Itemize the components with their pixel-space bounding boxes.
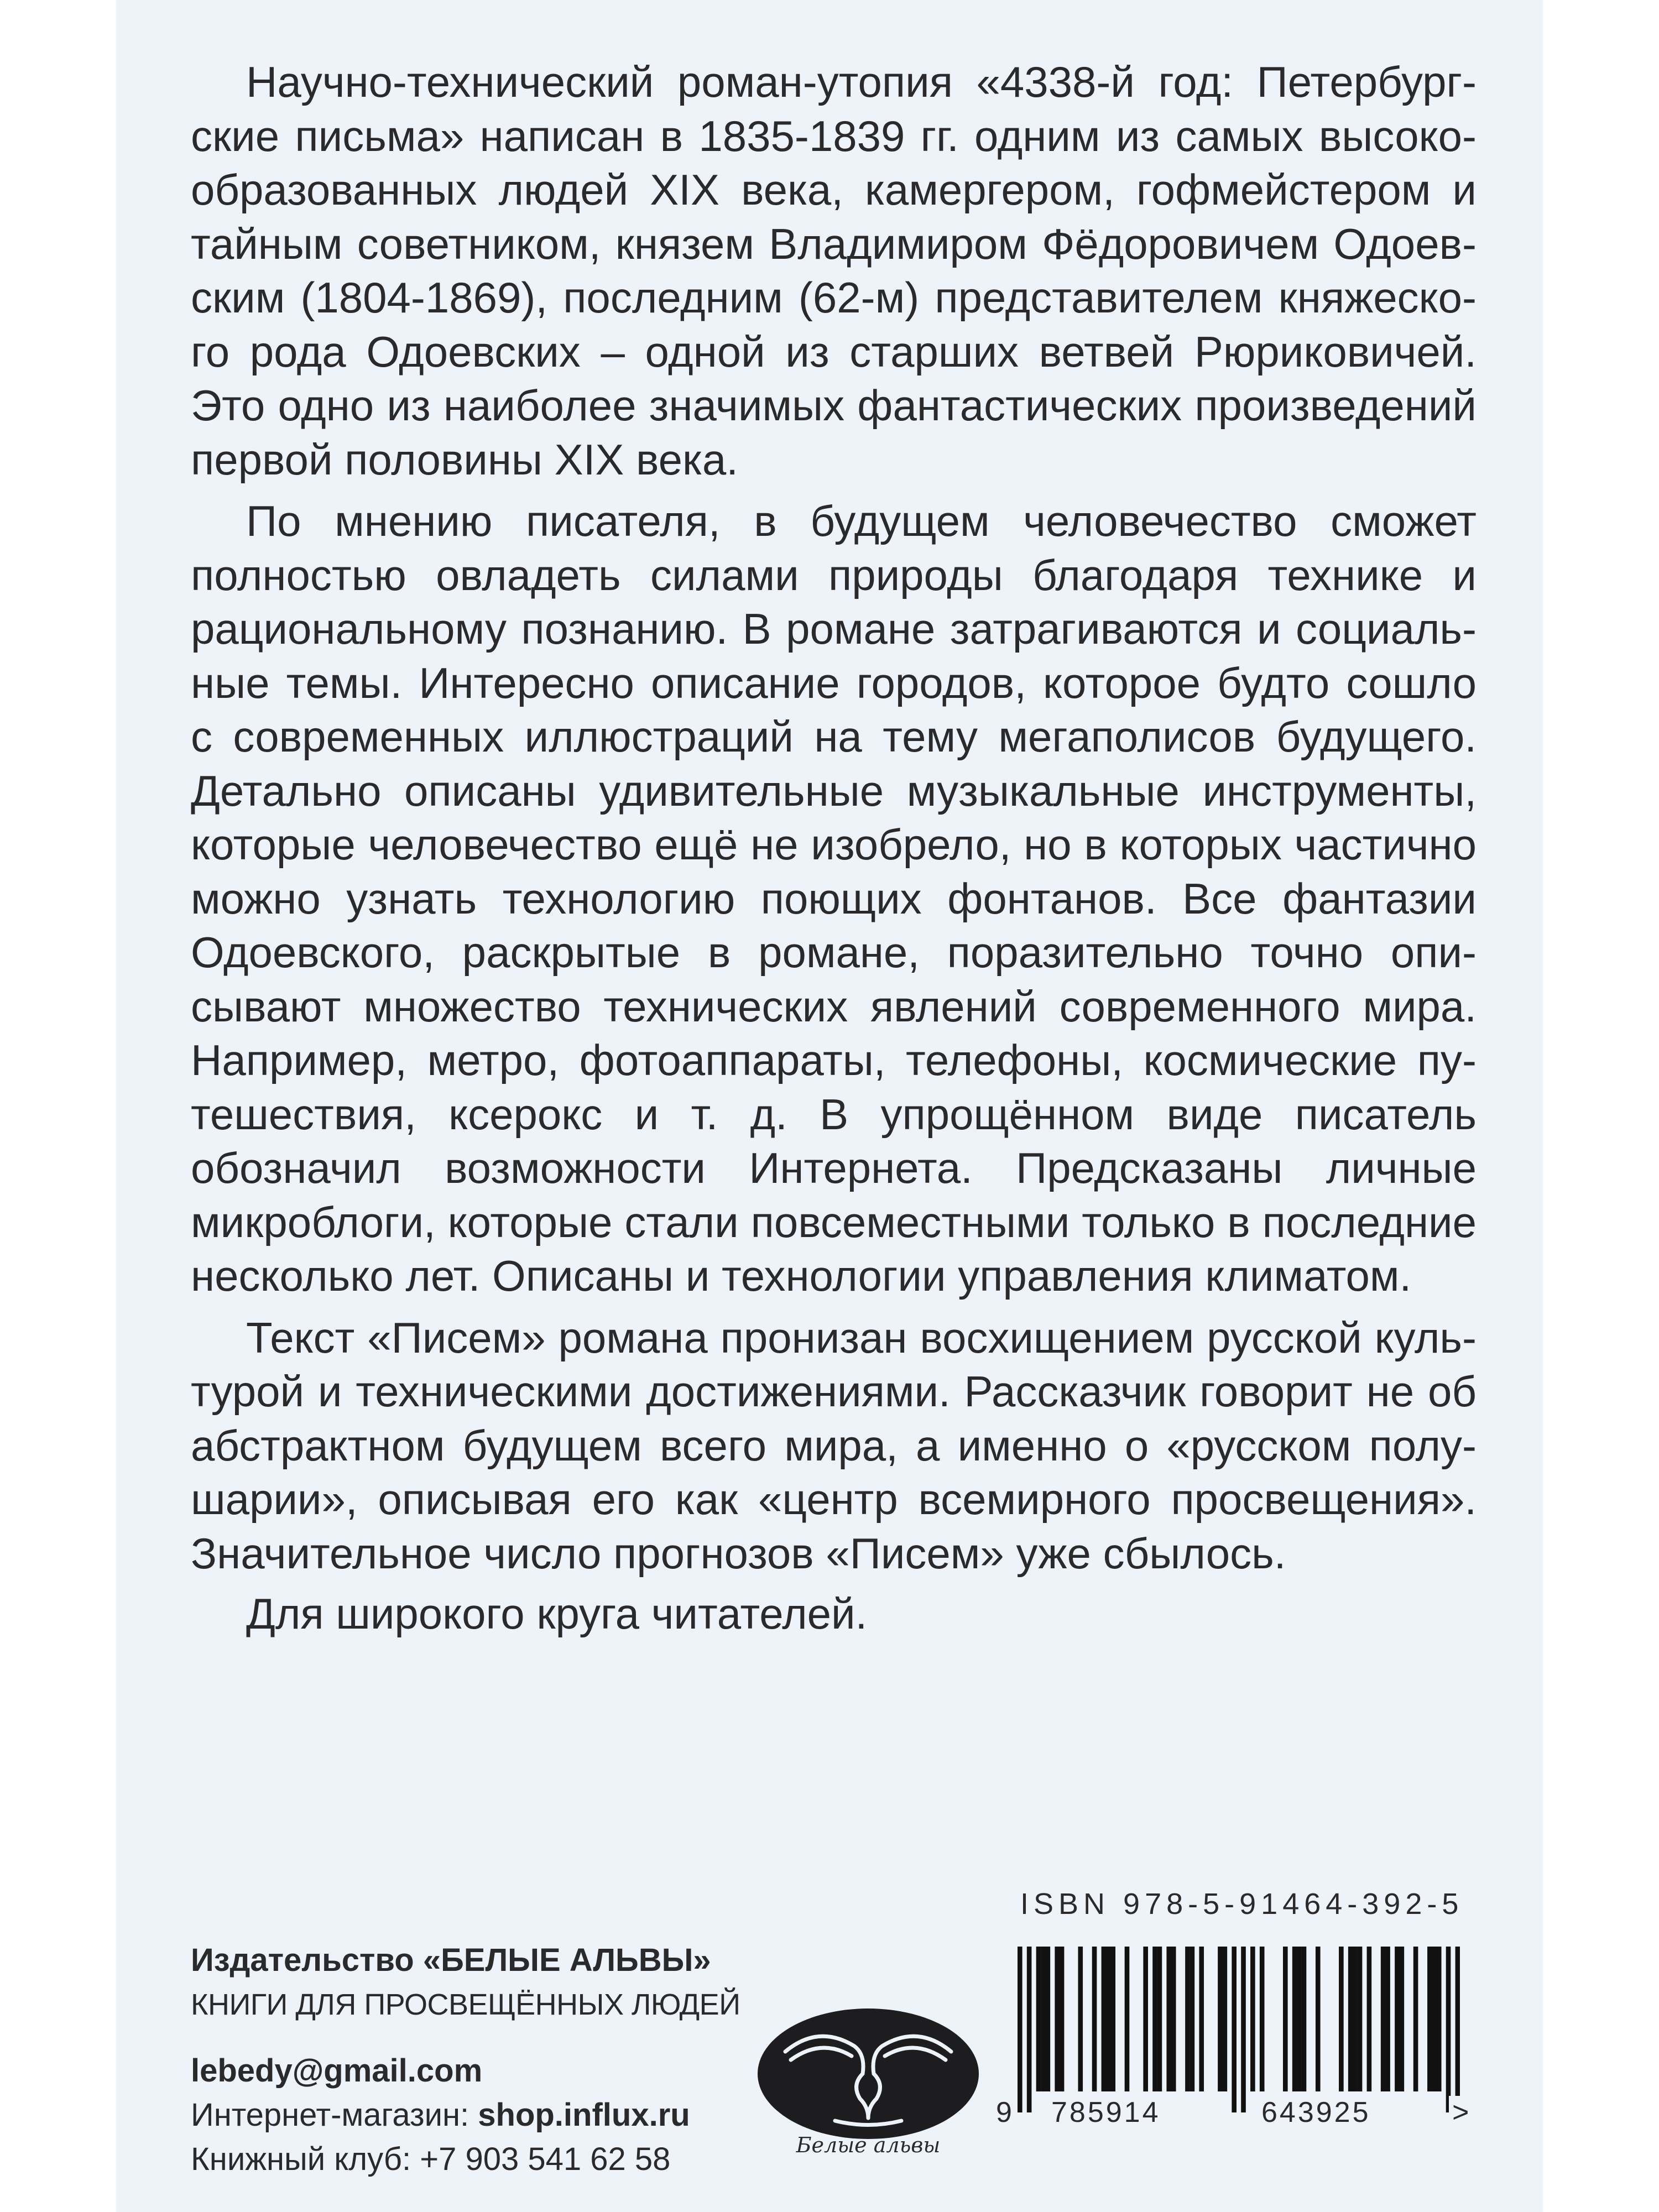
barcode-bar <box>1060 1947 1065 2091</box>
barcode-bar <box>1381 1947 1386 2091</box>
barcode-bar <box>1036 1947 1041 2091</box>
publisher-block <box>191 1938 740 2182</box>
barcode-bar <box>1353 1947 1358 2091</box>
barcode-bar <box>1152 1947 1157 2091</box>
barcode <box>1018 1947 1460 2112</box>
description-text <box>191 55 1477 1588</box>
barcode-bar <box>1292 1947 1297 2091</box>
barcode-bar <box>1385 1947 1390 2091</box>
barcode-bar <box>1395 1947 1400 2091</box>
barcode-bar <box>1125 1947 1130 2091</box>
barcode-bar <box>1283 1947 1288 2091</box>
barcode-bar <box>1092 1947 1097 2091</box>
description-paragraph-3: Текст «Писем» романа пронизан восхищением русской культурой и техническими достижениями. Рассказчик говорит не об абстрактном будущем всего мира, а именно о «русском полушарии», описывая его как «центр всемирного просвещения». Значительное число прогнозов «Писем» уже сбылось. <box>191 1313 1477 1578</box>
shop-url: shop.influx.ru <box>478 2097 690 2133</box>
publisher-name: Издательство «БЕЛЫЕ АЛЬВЫ» <box>191 1942 711 1978</box>
barcode-bar <box>1041 1947 1046 2091</box>
barcode-bar <box>1046 1947 1051 2091</box>
barcode-bar <box>1102 1947 1107 2091</box>
barcode-bar <box>1110 1947 1115 2091</box>
barcode-bar <box>1055 1947 1060 2091</box>
barcode-bar <box>1018 1947 1022 2112</box>
barcode-bar <box>1232 1947 1237 2112</box>
audience-note: Для широкого круга читателей. <box>246 1589 868 1638</box>
barcode-bar <box>1027 1947 1032 2112</box>
publisher-club: Книжный клуб: +7 903 541 62 58 <box>191 2141 671 2177</box>
barcode-bar <box>1367 1947 1372 2091</box>
logo-text: Белые альвы <box>796 2133 941 2157</box>
publisher-tagline: КНИГИ ДЛЯ ПРОСВЕЩЁННЫХ ЛЮДЕЙ <box>191 1988 740 2021</box>
barcode-bar <box>1250 1947 1255 2091</box>
barcode-bar <box>1166 1947 1171 2091</box>
barcode-digit-first: 9 <box>993 2096 1018 2129</box>
barcode-bar <box>1157 1947 1162 2091</box>
barcode-bar <box>1143 1947 1148 2091</box>
publisher-logo <box>752 1991 984 2157</box>
barcode-bar <box>1446 1947 1451 2112</box>
description-paragraph-2: По мнению писателя, в будущем человечество сможет полностью овладеть силами природы благодаря технике и рациональному познанию. В романе затрагиваются и социальные темы. Интересно описание городов, которое будто сошло с современных иллюстраций на тему мегаполисов будущего. Детально описаны удивительные музыкальные инструменты, которые человечество ещё не изобрело, но в которых частично можно узнать технологию поющих фонтанов. Все фантазии Одоевского, раскрытые в романе, поразительно точно описывают множество технических явлений современного мира. Например, метро, фотоаппараты, телефоны, космические путешествия, ксерокс и т. д. В упрощённом виде писатель обозначил возможности Интернета. Предсказаны личные микроблоги, которые стали повсеместными только в последние несколько лет. Описаны и технологии управления климатом. <box>191 497 1477 1300</box>
barcode-bar <box>1297 1947 1302 2091</box>
barcode-bar <box>1316 1947 1321 2091</box>
barcode-arrow: > <box>1449 2096 1474 2129</box>
barcode-bar <box>1185 1947 1190 2091</box>
barcode-bar <box>1427 1947 1432 2091</box>
publisher-shop <box>191 2093 740 2137</box>
barcode-bar <box>1358 1947 1363 2091</box>
barcode-bar <box>1260 1947 1265 2091</box>
barcode-bar <box>1413 1947 1418 2091</box>
barcode-bar <box>1106 1947 1111 2091</box>
barcode-digits-right: 643925 <box>1258 2096 1374 2129</box>
barcode-bar <box>1302 1947 1307 2091</box>
barcode-digits-left: 785914 <box>1048 2096 1164 2129</box>
barcode-bar <box>1455 1947 1460 2112</box>
publisher-email: lebedy@gmail.com <box>191 2053 483 2089</box>
barcode-bar <box>1218 1947 1223 2091</box>
barcode-bar <box>1199 1947 1204 2091</box>
barcode-bar <box>1078 1947 1083 2091</box>
barcode-bar <box>1432 1947 1437 2091</box>
shop-label: Интернет-магазин: <box>191 2097 478 2133</box>
barcode-bar <box>1171 1947 1176 2091</box>
barcode-bar <box>1241 1947 1246 2112</box>
barcode-bar <box>1190 1947 1195 2091</box>
barcode-bar <box>1223 1947 1228 2091</box>
barcode-bar <box>1437 1947 1442 2091</box>
description-paragraph-1: Научно-технический роман-утопия «4338-й год: Петербургские письма» написан в 1835-1839 гг. одним из самых высокообразованных людей XIX века, камергером, гофмейстером и тайным советником, князем Владимиром Фёдоровичем Одоевским (1804-1869), последним (62-м) представителем княжеского рода Одоевских – одной из старших ветвей Рюриковичей. Это одно из наиболее значимых фантастических произведений первой половины XIX века. <box>191 58 1477 484</box>
barcode-bar <box>1348 1947 1353 2091</box>
barcode-bar <box>1400 1947 1405 2091</box>
isbn-label: ISBN 978-5-91464-392-5 <box>1020 1887 1464 1921</box>
barcode-bar <box>1339 1947 1344 2091</box>
